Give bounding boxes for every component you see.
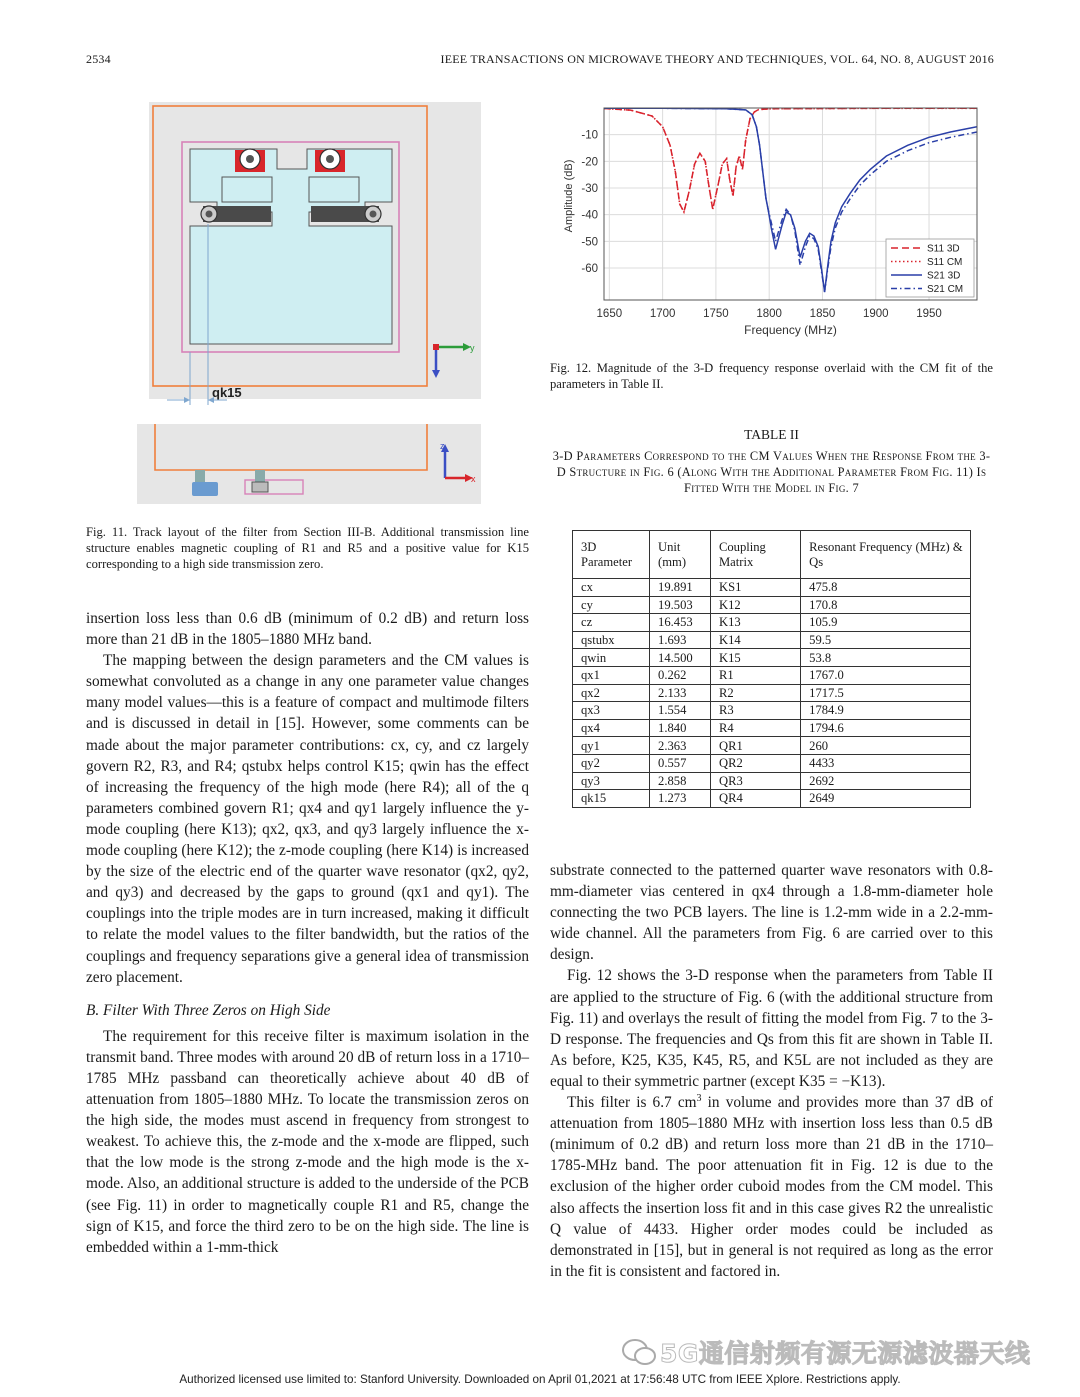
table-cell: K12 xyxy=(710,596,800,614)
table-cell: qstubx xyxy=(573,631,650,649)
text-run: This filter is 6.7 cm xyxy=(567,1094,697,1112)
col-header: Resonant Frequency (MHz) & Qs xyxy=(801,531,971,579)
table-row xyxy=(573,596,971,614)
table-cell: 1.273 xyxy=(650,790,711,808)
table-cell: qx3 xyxy=(573,702,650,720)
table-cell: 0.557 xyxy=(650,754,711,772)
y-tick-label: -40 xyxy=(581,209,598,222)
table-cell: 1.693 xyxy=(650,631,711,649)
table-row xyxy=(573,614,971,632)
y-tick-label: -60 xyxy=(581,263,598,275)
fig12-caption: Fig. 12. Magnitude of the 3-D frequency response overlaid with the CM fit of the parameters in Table II. xyxy=(550,361,993,391)
table-cell: 19.503 xyxy=(650,596,711,614)
y-tick-label: -50 xyxy=(581,236,598,249)
table-number: TABLE II xyxy=(744,427,799,442)
paragraph: Fig. 12 shows the 3-D response when the parameters from Table II are applied to the structure of Fig. 6 (with the additional structure from Fig. 11) and overlays the result of fitting the model from Fig. 7 to the 3-D response. The frequencies and Qs from this fit are shown in Table II. As before, K25, K35, K45, R5, and K5L are not included as they are equal to their symmetric partner (except K35 = −K13). xyxy=(550,967,993,1090)
y-tick-label: -20 xyxy=(581,156,598,169)
table-row xyxy=(573,702,971,720)
table-cell: qx4 xyxy=(573,719,650,737)
quarter-wave-resonator xyxy=(190,149,392,344)
table-row xyxy=(573,649,971,667)
watermark-text: 5G通信射频有源无源滤波器天线 xyxy=(660,1339,1031,1368)
wechat-icon xyxy=(621,1338,657,1368)
legend-label: S11 3D xyxy=(927,243,960,255)
axis-z-label: z xyxy=(440,441,445,451)
table-cell: 1784.9 xyxy=(801,702,971,720)
legend-label: S21 3D xyxy=(927,270,961,282)
right-column-text xyxy=(550,860,993,1282)
table-cell: R3 xyxy=(710,702,800,720)
section-heading: B. Filter With Three Zeros on High Side xyxy=(86,1001,331,1019)
table-cell: qx1 xyxy=(573,666,650,684)
x-axis-label: Frequency (MHz) xyxy=(744,323,837,337)
chart-legend xyxy=(886,239,974,297)
x-tick-label: 1800 xyxy=(756,308,782,320)
table-cell: K15 xyxy=(710,649,800,667)
table-cell: qy3 xyxy=(573,772,650,790)
fig11-layout-drawing xyxy=(137,102,481,504)
paragraph: insertion loss less than 0.6 dB (minimum of 0.2 dB) and return loss more than 21 dB in the 1805–1880 MHz band. xyxy=(86,610,529,649)
x-tick-label: 1950 xyxy=(916,308,942,320)
table-cell: 16.453 xyxy=(650,614,711,632)
fig11-caption: Fig. 11. Track layout of the filter from Section III-B. Additional transmission line structure enables magnetic coupling of R1 and R5 and a positive value for K15 corresponding to a high side transmission zero. xyxy=(86,525,529,571)
x-tick-label: 1750 xyxy=(703,308,729,320)
table-row xyxy=(573,737,971,755)
table-cell: 0.262 xyxy=(650,666,711,684)
fig12-chart xyxy=(552,100,992,345)
table-cell: 4433 xyxy=(801,754,971,772)
table-cell: 1767.0 xyxy=(801,666,971,684)
table-cell: qwin xyxy=(573,649,650,667)
table-cell: cx xyxy=(573,579,650,597)
paragraph: The requirement for this receive filter is maximum isolation in the transmit band. Three modes with around 20 dB of return loss in a 1710–1785 MHz passband can theoretically achieve about 40 dB of attenuation from 1805–1880 MHz. To locate the transmission zeros on the high side, the modes must ascend in frequency from strongest to weakest. To achieve this, the z-mode and the x-mode are flipped, such that the low mode is the strong z-mode and the high mode is the x-mode. Also, an additional structure is added to the underside of the PCB (see Fig. 11) in order to magnetically couple R1 and R5, change the sign of K15, and force the third zero to be on the high side. The line is embedded within a 1-mm-thick xyxy=(86,1027,529,1256)
x-tick-label: 1650 xyxy=(596,308,623,320)
table-cell: cy xyxy=(573,596,650,614)
x-tick-label: 1850 xyxy=(809,308,836,320)
text-run: in volume and provides more than 37 dB of attenuation from 1805–1880 MHz with insertion loss less than 0.5 dB (minimum of 0.2 dB) and return loss more than 21 dB in the 1710–1785-MHz band. The poor attenuation fit in Fig. 12 is due to the exclusion of the higher order cuboid modes from the CM model. This also affects the insertion loss fit and in this case gives R2 the unrealistic Q value of 4433. Higher order modes could be included as demonstrated in [15], but in general is not required as long as the error in the fit is consistent and factored in. xyxy=(550,1094,994,1280)
qk15-dimension-label: qk15 xyxy=(212,385,242,400)
paragraph: substrate connected to the patterned quarter wave resonators with 0.8-mm-diameter vias centered in qx4 through a 1.8-mm-diameter hole connecting the two PCB layers. The line is 1.2-mm wide in a 2.2-mm-wide channel. All the parameters from Fig. 6 are carried over to this design. xyxy=(550,862,993,964)
table-cell: 19.891 xyxy=(650,579,711,597)
table-caption: 3-D Parameters Correspond to the CM Values When the Response From the 3-D Structure in Fig. 6 (Along With the Additional Parameter From Fig. 11) Is Fitted With the Model in Fig. 7 xyxy=(552,449,991,495)
table-cell: 260 xyxy=(801,737,971,755)
y-tick-label: -30 xyxy=(581,183,598,195)
table-cell: 1717.5 xyxy=(801,684,971,702)
y-tick-label: -10 xyxy=(581,129,598,142)
table-cell: QR1 xyxy=(710,737,800,755)
table-cell: 170.8 xyxy=(801,596,971,614)
table-cell: qx2 xyxy=(573,684,650,702)
table-cell: 2.133 xyxy=(650,684,711,702)
table-cell: 1794.6 xyxy=(801,719,971,737)
table-cell: 475.8 xyxy=(801,579,971,597)
axis-y-label-top: y xyxy=(470,343,475,353)
y-axis-label: Amplitude (dB) xyxy=(563,159,575,233)
table-cell: K14 xyxy=(710,631,800,649)
table-cell: QR3 xyxy=(710,772,800,790)
table-cell: 1.554 xyxy=(650,702,711,720)
legend-label: S21 CM xyxy=(927,284,964,295)
table-row xyxy=(573,666,971,684)
paragraph: The mapping between the design parameters and the CM values is somewhat convoluted as a change in any one parameter value changes many model values—this is a feature of compact and multimode filters and is discussed in detail in [15]. However, some comments can be made about the major parameter contributions: cx, cy, and cz largely govern R2, R3, and R4; qstubx helps control K15; qwin has the effect of increasing the frequency of the high mode (here R4); all of the q parameters combined govern R1; qx4 and qy1 largely influence the y-mode coupling (here K13); qx2, qx3, and qy3 largely influence the x-mode coupling (here K12); the z-mode coupling (here K14) is increased by the size of the electric end of the quarter wave resonator (qx2, qy2, and qy3) and decreased by the gaps to ground (qx1 and qy1). The couplings into the triple modes are in turn increased, making it difficult to relate the model values to the filter bandwidth, but the ratios of the couplings and frequency separations give a general idea of transmission zero placement. xyxy=(86,652,529,986)
footer-license: Authorized licensed use limited to: Stanford University. Downloaded on April 01,2021 at 17:56:48 UTC from IEEE Xplore. Restrictions apply. xyxy=(179,1373,901,1386)
table-cell: 2649 xyxy=(801,790,971,808)
table-cell: 14.500 xyxy=(650,649,711,667)
table-cell: 2.858 xyxy=(650,772,711,790)
superscript: 3 xyxy=(696,1092,702,1104)
table-row xyxy=(573,579,971,597)
parameters-table xyxy=(572,530,971,808)
table-cell: qy1 xyxy=(573,737,650,755)
table-cell: K13 xyxy=(710,614,800,632)
table-cell: cz xyxy=(573,614,650,632)
x-tick-label: 1900 xyxy=(862,308,889,320)
paragraph xyxy=(550,1092,993,1282)
table-row xyxy=(573,631,971,649)
table-cell: 2692 xyxy=(801,772,971,790)
x-tick-label: 1700 xyxy=(649,308,676,320)
table-cell: QR2 xyxy=(710,754,800,772)
table-row xyxy=(573,684,971,702)
page-number: 2534 xyxy=(86,52,111,66)
col-header: Unit (mm) xyxy=(650,531,711,579)
table-cell: 59.5 xyxy=(801,631,971,649)
table-cell: 2.363 xyxy=(650,737,711,755)
table-cell: R1 xyxy=(710,666,800,684)
legend-label: S11 CM xyxy=(927,257,963,268)
table-row xyxy=(573,719,971,737)
table-cell: R2 xyxy=(710,684,800,702)
table-cell: 105.9 xyxy=(801,614,971,632)
table-cell: R4 xyxy=(710,719,800,737)
left-column-text xyxy=(86,608,529,1258)
table-cell: qk15 xyxy=(573,790,650,808)
col-header: 3D Parameter xyxy=(573,531,650,579)
col-header: Coupling Matrix xyxy=(710,531,800,579)
table-row xyxy=(573,790,971,808)
table-cell: qy2 xyxy=(573,754,650,772)
table-cell: 53.8 xyxy=(801,649,971,667)
journal-header: IEEE TRANSACTIONS ON MICROWAVE THEORY AND TECHNIQUES, VOL. 64, NO. 8, AUGUST 2016 xyxy=(440,52,994,66)
table-cell: 1.840 xyxy=(650,719,711,737)
table-cell: KS1 xyxy=(710,579,800,597)
table-cell: QR4 xyxy=(710,790,800,808)
axis-x-label: x xyxy=(471,474,476,484)
table-row xyxy=(573,754,971,772)
table-row xyxy=(573,772,971,790)
side-view-background xyxy=(137,424,481,504)
